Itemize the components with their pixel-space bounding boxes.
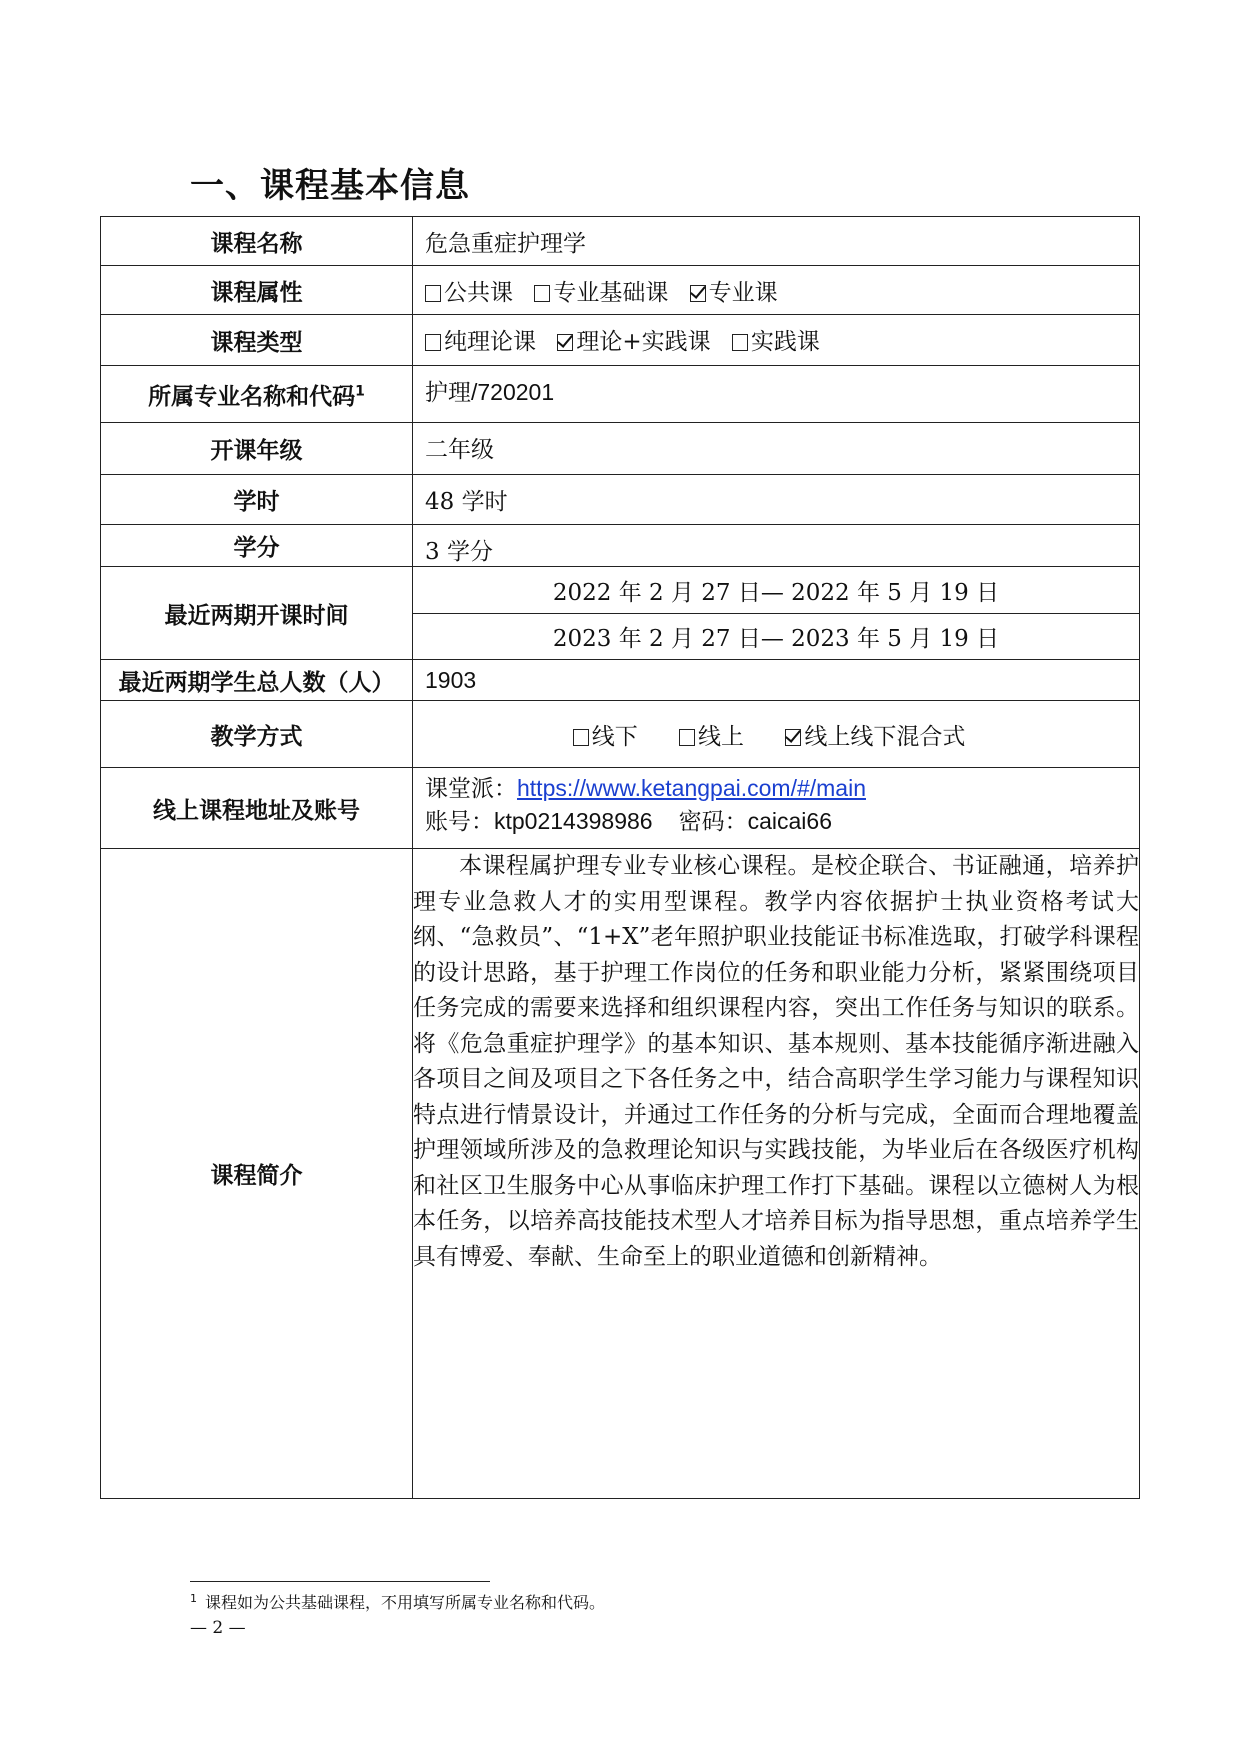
option-blended[interactable]: 线上线下混合式 <box>785 718 965 751</box>
label-course-type: 课程类型 <box>101 315 413 366</box>
section-heading: 一、课程基本信息 <box>190 166 470 206</box>
checkbox-checked-icon <box>785 729 801 746</box>
period-1-value: 2022 年 2 月 27 日— 2022 年 5 月 19 日 <box>413 567 1140 614</box>
row-grade <box>101 423 1140 475</box>
course-url-link[interactable]: https://www.ketangpai.com/#/main <box>517 775 866 801</box>
teaching-mode-options <box>413 701 1140 768</box>
account-line: 账号：ktp0214398986 密码：caicai66 <box>425 808 832 835</box>
label-grade: 开课年级 <box>101 423 413 475</box>
checkbox-icon <box>732 334 748 351</box>
row-period-1 <box>101 567 1140 614</box>
label-course-attr: 课程属性 <box>101 266 413 315</box>
row-hours <box>101 475 1140 525</box>
page-number: — 2 — <box>190 1618 246 1638</box>
checkbox-icon <box>573 729 589 746</box>
course-info-table <box>100 216 1140 1499</box>
platform-line: 课堂派：https://www.ketangpai.com/#/main <box>425 775 866 802</box>
password-value: caicai66 <box>747 808 832 834</box>
footnote: $^1$ 课程如为公共基础课程，不用填写所属专业名称和代码。 <box>190 1591 606 1612</box>
grade-value: 二年级 <box>413 423 1140 475</box>
checkbox-checked-icon <box>690 285 706 302</box>
checkbox-icon <box>425 334 441 351</box>
account-value: ktp0214398986 <box>494 808 653 834</box>
option-theory-only[interactable]: 纯理论课 <box>425 323 536 356</box>
label-major: 所属专业名称和代码$^1$ <box>101 366 413 423</box>
row-teaching-mode <box>101 701 1140 768</box>
checkbox-icon <box>425 285 441 302</box>
row-course-name <box>101 217 1140 266</box>
course-attr-options <box>413 266 1140 315</box>
row-intro <box>101 849 1140 1499</box>
hours-value: 48 学时 <box>413 475 1140 525</box>
option-practice[interactable]: 实践课 <box>732 323 820 356</box>
intro-text: 本课程属护理专业专业核心课程。是校企联合、书证融通，培养护理专业急救人才的实用型课程。教学内容依据护士执业资格考试大纲、“急救员”、“1+X”老年照护职业技能证书标准选取，打破学科课程的设计思路，基于护理工作岗位的任务和职业能力分析，紧紧围绕项目任务完成的需要来选择和组织课程内容，突出工作任务与知识的联系。将《危急重症护理学》的基本知识、基本规则、基本技能循序渐进融入各项目之间及项目之下各任务之中，结合高职学生学习能力与课程知识特点进行情景设计，并通过工作任务的分析与完成，全面而合理地覆盖护理领域所涉及的急救理论知识与实践技能，为毕业后在各级医疗机构和社区卫生服务中心从事临床护理工作打下基础。课程以立德树人为根本任务，以培养高技能技术型人才培养目标为指导思想，重点培养学生具有博爱、奉献、生命至上的职业道德和创新精神。 <box>413 849 1140 1499</box>
checkbox-icon <box>534 285 550 302</box>
label-teaching-mode: 教学方式 <box>101 701 413 768</box>
row-online <box>101 768 1140 849</box>
row-major <box>101 366 1140 423</box>
option-theory-practice[interactable]: 理论+实践课 <box>557 323 710 356</box>
label-periods: 最近两期开课时间 <box>101 567 413 660</box>
option-online[interactable]: 线上 <box>679 718 744 751</box>
row-students <box>101 660 1140 701</box>
option-major-course[interactable]: 专业课 <box>690 274 778 307</box>
row-course-attr <box>101 266 1140 315</box>
option-public-course[interactable]: 公共课 <box>425 274 513 307</box>
major-value: 护理/720201 <box>413 366 1140 423</box>
course-type-options <box>413 315 1140 366</box>
label-students: 最近两期学生总人数（人） <box>101 660 413 701</box>
credits-value: 3 学分 <box>413 525 1140 567</box>
period-2-value: 2023 年 2 月 27 日— 2023 年 5 月 19 日 <box>413 614 1140 660</box>
label-hours: 学时 <box>101 475 413 525</box>
label-online: 线上课程地址及账号 <box>101 768 413 849</box>
checkbox-icon <box>679 729 695 746</box>
label-intro: 课程简介 <box>101 849 413 1499</box>
label-credits: 学分 <box>101 525 413 567</box>
row-course-type <box>101 315 1140 366</box>
option-offline[interactable]: 线下 <box>573 718 638 751</box>
row-credits <box>101 525 1140 567</box>
option-major-basic-course[interactable]: 专业基础课 <box>534 274 668 307</box>
checkbox-checked-icon <box>557 334 573 351</box>
online-value <box>413 768 1140 849</box>
course-name-value: 危急重症护理学 <box>413 217 1140 266</box>
footnote-divider <box>190 1581 490 1582</box>
label-course-name: 课程名称 <box>101 217 413 266</box>
students-value: 1903 <box>413 660 1140 701</box>
